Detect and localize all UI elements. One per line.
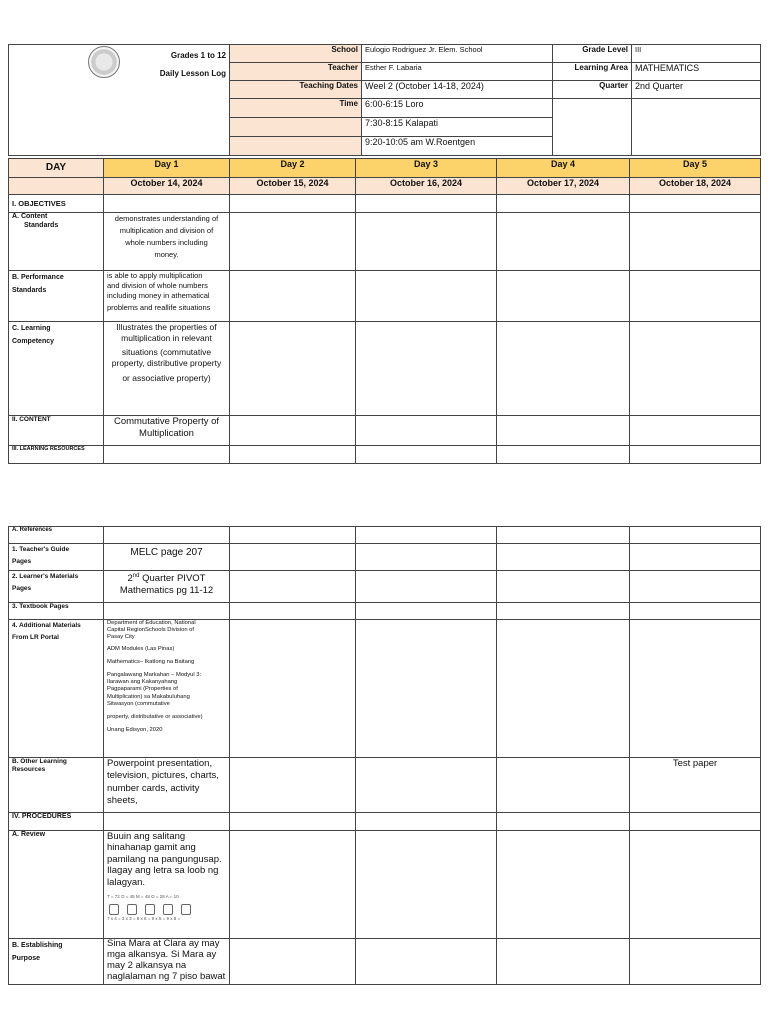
objectives-heading: I. OBJECTIVES [9,195,104,213]
answer-box-icon [145,904,155,915]
date-day4: October 17, 2024 [497,178,630,195]
date-day1: October 14, 2024 [104,178,230,195]
learning-area-value: MATHEMATICS [632,63,761,81]
review-equation-top: T = 72 O = 45 M = 48 O = 28 A = 10 [107,893,179,899]
review-label: A. Review [9,831,104,939]
date-day2: October 15, 2024 [230,178,356,195]
teaching-dates-label: Teaching Dates [230,81,362,99]
content-standards-label: A. Content Standards [9,213,104,271]
day-header-label: DAY [9,159,104,178]
teacher-label: Teacher [230,63,362,81]
learning-competency-label: C. Learning Competency [9,322,104,416]
answer-box-icon [181,904,191,915]
review-day1: Buuin ang salitang hinahanap gamit ang pamilang na pangungusap. Ilagay ang letra sa loob ng lalagyan. T = 72 O = 45 M = 48 O = 28 A = 10 7 x 4 = 3 x 3 = 8 x 6 = 9 x 5 = 9 x 8 = [104,831,230,939]
teachers-guide-day1: MELC page 207 [104,544,230,571]
day2-header: Day 2 [230,159,356,178]
establishing-purpose-label: B. Establishing Purpose [9,939,104,985]
learning-area-label: Learning Area [553,63,632,81]
time-slot-2: 7:30-8:15 Kalapati [362,118,553,137]
references-heading: A. References [9,527,104,544]
performance-standards-label: B. Performance Standards [9,271,104,322]
teaching-dates-value: Weel 2 (October 14-18, 2024) [362,81,553,99]
teacher-value: Esther F. Labaria [362,63,553,81]
other-resources-day1: Powerpoint presentation, television, pictures, charts, number cards, activity sheets, [104,758,230,813]
learners-materials-day1: 2nd Quarter PIVOT Mathematics pg 11-12 [104,571,230,603]
additional-materials-label: 4. Additional Materials From LR Portal [9,620,104,758]
additional-materials-day1: Department of Education, National Capital RegionSchools Division of Pasay City ADM Modules (Las Pinas) Mathematics– Ikatlong na Baitang Pangalawang Markahan – Modyul 3: Ilarawan ang Kakanyahang Pagpaparami (Properties of Multiplication) sa Makabuluhang Sitwasyon (commutative property, distributative or associative) Unang Edisyon, 2020 [104,620,230,758]
review-equation-bottom: 7 x 4 = 3 x 3 = 8 x 6 = 9 x 5 = 9 x 8 = [107,916,181,922]
learners-materials-label: 2. Learner's Materials Pages [9,571,104,603]
quarter-value: 2nd Quarter [632,81,761,99]
textbook-pages-label: 3. Textbook Pages [9,603,104,620]
content-standards-day1: demonstrates understanding of multiplication and division of whole numbers including money. [104,213,230,271]
content-heading: II. CONTENT [9,416,104,446]
lesson-table-page1 [8,158,761,464]
other-resources-day5: Test paper [630,758,761,813]
time-slot-1: 6:00-6:15 Loro [362,99,553,118]
answer-box-icon [127,904,137,915]
answer-box-icon [109,904,119,915]
date-day5: October 18, 2024 [630,178,761,195]
procedures-heading: IV. PROCEDURES [9,813,104,831]
log-title: Daily Lesson Log [159,69,226,78]
content-day1: Commutative Property of Multiplication [104,416,230,446]
grades-label: Grades 1 to 12 [170,51,226,60]
other-resources-label: B. Other Learning Resources [9,758,104,813]
teachers-guide-label: 1. Teacher's Guide Pages [9,544,104,571]
time-label: Time [230,99,362,118]
learning-resources-heading: III. LEARNING RESOURCES [9,446,104,464]
performance-standards-day1: is able to apply multiplication and division of whole numbers including money in athematical problems and reallife situations [104,271,230,322]
school-value: Eulogio Rodriguez Jr. Elem. School [362,45,553,63]
day5-header: Day 5 [630,159,761,178]
day4-header: Day 4 [497,159,630,178]
learning-competency-day1: Illustrates the properties of multiplication in relevant situations (commutative property, distributive property or associative property) [104,322,230,416]
header-table [8,44,761,156]
establishing-purpose-day1: Sina Mara at Clara ay may mga alkansya. Si Mara ay may 2 alkansya na naglalaman ng 7 piso bawat [104,939,230,985]
time-slot-3: 9:20-10:05 am W.Roentgen [362,137,553,156]
date-day3: October 16, 2024 [356,178,497,195]
review-answer-boxes [107,904,226,915]
school-label: School [230,45,362,63]
lesson-table-page2 [8,526,761,985]
day3-header: Day 3 [356,159,497,178]
answer-box-icon [163,904,173,915]
grade-level-value: III [632,45,761,63]
quarter-label: Quarter [553,81,632,99]
grade-level-label: Grade Level [553,45,632,63]
day1-header: Day 1 [104,159,230,178]
